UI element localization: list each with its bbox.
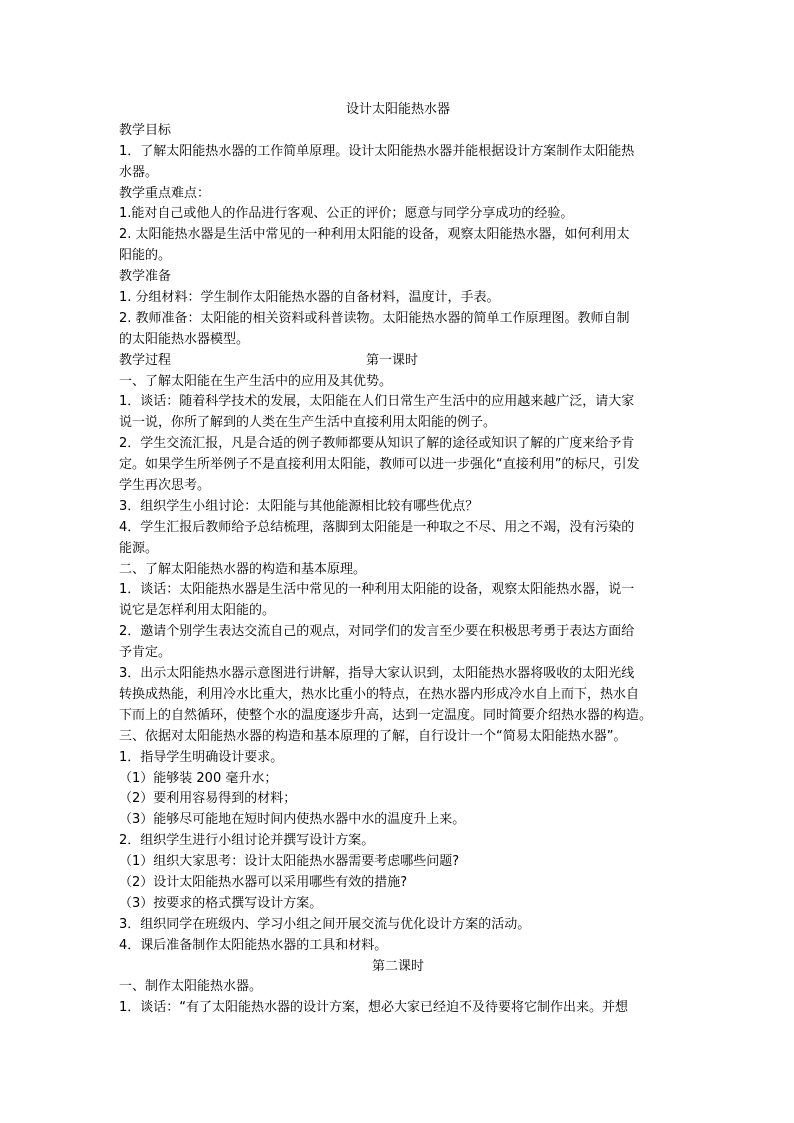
text-line: 转换成热能，利用冷水比重大，热水比重小的特点，在热水器内形成冷水自上而下，热水自: [119, 686, 640, 702]
lesson1-label: 第一课时: [366, 352, 419, 368]
text-line: 1. 分组材料：学生制作太阳能热水器的自备材料，温度计，手表。: [119, 290, 500, 306]
text-line: 二、了解太阳能热水器的构造和基本原理。: [119, 561, 367, 577]
text-line: 能源。: [119, 540, 159, 556]
lesson2-heading-row: [119, 957, 677, 978]
text-line: （3）能够尽可能地在短时间内使热水器中水的温度升上来。: [119, 812, 466, 828]
text-line: （2）设计太阳能热水器可以采用哪些有效的措施?: [119, 874, 408, 890]
process-label: 教学过程: [119, 352, 172, 368]
text-line: 2．学生交流汇报，凡是合适的例子教师都要从知识了解的途径或知识了解的广度来给予肯: [119, 436, 635, 452]
text-line: （1）组织大家思考：设计太阳能热水器需要考虑哪些问题?: [119, 854, 460, 870]
text-line: 3．出示太阳能热水器示意图进行讲解，指导大家认识到，太阳能热水器将吸收的太阳光线: [119, 666, 635, 682]
text-line: 3．组织同学在班级内、学习小组之间开展交流与优化设计方案的活动。: [119, 916, 531, 932]
document-title: 设计太阳能热水器: [345, 102, 450, 117]
text-line: 1.能对自己或他人的作品进行客观、公正的评价；愿意与同学分享成功的经验。: [119, 206, 574, 222]
text-line: 水器。: [119, 164, 159, 180]
text-line: （3）按要求的格式撰写设计方案。: [119, 895, 323, 911]
text-line: 教学准备: [119, 269, 172, 285]
text-line: 1．谈话：随着科学技术的发展，太阳能在人们日常生产生活中的应用越来越广泛，请大家: [119, 394, 635, 410]
text-line: 阳能的。: [119, 248, 172, 264]
text-line: 下而上的自然循环，使整个水的温度逐步升高，达到一定温度。同时简要介绍热水器的构造。: [119, 707, 653, 723]
text-line: 2．邀请个别学生表达交流自己的观点，对同学们的发言至少要在积极思考勇于表达方面给: [119, 624, 635, 640]
text-line: 的太阳能热水器模型。: [119, 331, 250, 347]
text-line: 予肯定。: [119, 645, 172, 661]
text-line: 4．学生汇报后教师给予总结梳理，落脚到太阳能是一种取之不尽、用之不竭，没有污染的: [119, 519, 635, 535]
text-line: 2．组织学生进行小组讨论并撰写设计方案。: [119, 833, 375, 849]
text-line: 1．指导学生明确设计要求。: [119, 749, 284, 765]
text-line: 教学重点难点：: [119, 185, 211, 201]
text-line: （1）能够装 200 毫升水；: [119, 770, 278, 786]
text-line: 说它是怎样利用太阳能的。: [119, 603, 276, 619]
text-line: 三、依据对太阳能热水器的构造和基本原理的了解，自行设计一个“简易太阳能热水器”。: [119, 728, 627, 744]
text-line: 1．谈话：太阳能热水器是生活中常见的一种利用太阳能的设备，观察太阳能热水器，说一: [119, 582, 635, 598]
text-line: 学生再次思考。: [119, 478, 211, 494]
text-line: 说一说，你所了解到的人类在生产生活中直接利用太阳能的例子。: [119, 415, 497, 431]
text-line: 4．课后准备制作太阳能热水器的工具和材料。: [119, 937, 388, 953]
text-line: 一、了解太阳能在生产生活中的应用及其优势。: [119, 373, 393, 389]
text-line: 3．组织学生小组讨论：太阳能与其他能源相比较有哪些优点？: [119, 498, 479, 514]
text-line: 2. 太阳能热水器是生活中常见的一种利用太阳能的设备，观察太阳能热水器，如何利用太: [119, 227, 630, 243]
text-line: 1．了解太阳能热水器的工作简单原理。设计太阳能热水器并能根据设计方案制作太阳能热: [119, 143, 635, 159]
text-line: 教学目标: [119, 122, 172, 138]
text-line: 1．谈话：“有了太阳能热水器的设计方案，想必大家已经迫不及待要将它制作出来。并想: [119, 1000, 629, 1016]
text-line: 定。如果学生所举例子不是直接利用太阳能，教师可以进一步强化“直接利用”的标尺，引发: [119, 457, 640, 473]
lesson2-label: 第二课时: [371, 958, 424, 974]
text-line: 2. 教师准备：太阳能的相关资料或科普读物。太阳能热水器的简单工作原理图。教师自制: [119, 310, 630, 326]
text-line: 一、制作太阳能热水器。: [119, 979, 263, 995]
process-heading-row: [119, 351, 677, 372]
document-page: [119, 100, 677, 1019]
text-line: （2）要利用容易得到的材料；: [119, 791, 297, 807]
